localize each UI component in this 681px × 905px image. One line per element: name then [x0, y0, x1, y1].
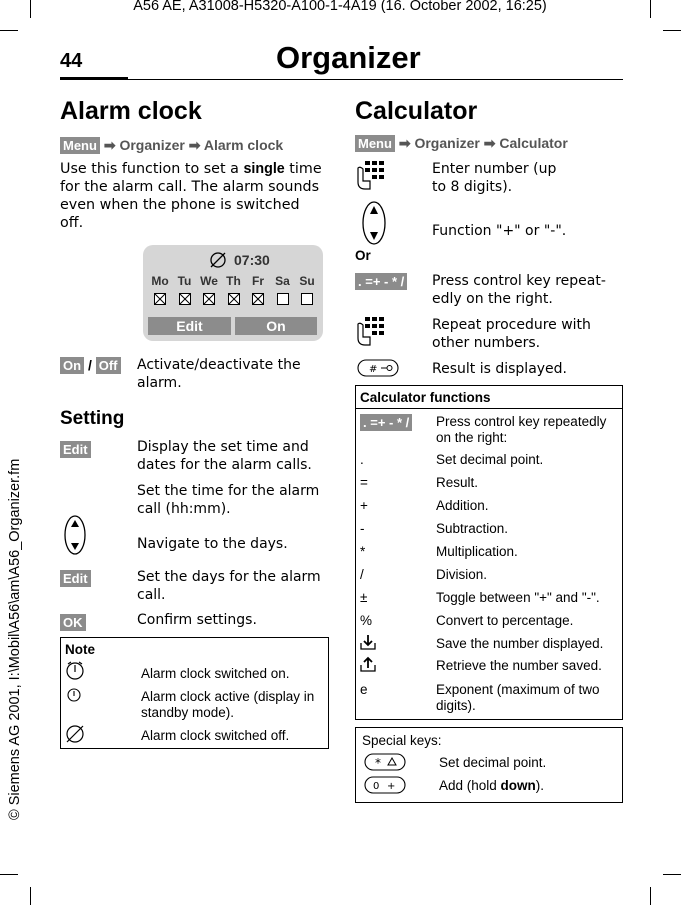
- arrow-icon: ➡: [398, 135, 411, 151]
- day-unchecked-icon[interactable]: [277, 293, 289, 305]
- navigation-key-icon: [64, 515, 86, 555]
- edit-softkey[interactable]: Edit: [60, 441, 91, 458]
- repeat-description: Repeat procedure with other numbers.: [432, 317, 591, 351]
- function-description: Multiplication.: [436, 544, 518, 559]
- keypad-icon: [355, 316, 387, 348]
- menu-softkey[interactable]: Menu: [60, 137, 100, 154]
- function-symbol: =: [360, 475, 368, 490]
- edit-days-description: Set the days for the alarm call.: [137, 569, 321, 603]
- function-description: Function "+" or "-".: [432, 223, 567, 239]
- calculator-functions-box: [355, 385, 623, 720]
- operator-softkey[interactable]: . =+ - * /: [355, 273, 407, 290]
- navigate-description: Navigate to the days.: [137, 536, 288, 552]
- alarm-intro: Use this function to set a single time for the alarm call. The alarm sounds even when the phone is switched off.: [60, 161, 322, 231]
- functions-title: Calculator functions: [360, 390, 491, 405]
- arrow-icon: ➡: [188, 137, 201, 153]
- edit-softkey[interactable]: Edit: [148, 317, 231, 335]
- on-softkey[interactable]: On: [235, 317, 317, 335]
- weekday-label: Su: [299, 274, 315, 288]
- function-description: Save the number displayed.: [436, 636, 604, 651]
- on-off-keys: On / Off: [60, 357, 121, 374]
- function-description: Subtraction.: [436, 521, 509, 536]
- save-number-icon: [360, 634, 376, 650]
- header-rule-thick: [60, 77, 128, 80]
- alarm-on-icon: [65, 661, 85, 681]
- function-description: Exponent (maximum of two digits).: [436, 682, 600, 713]
- day-checked-icon[interactable]: [179, 293, 191, 305]
- arrow-icon: ➡: [103, 137, 116, 153]
- day-checked-icon[interactable]: [252, 293, 264, 305]
- operator-softkey[interactable]: . =+ - * /: [360, 414, 412, 431]
- alarm-active-icon: [66, 687, 82, 703]
- zero-key-icon: [364, 776, 406, 794]
- weekday-label: We: [200, 274, 218, 288]
- note-row: Alarm clock active (display in standby mode).: [141, 689, 315, 720]
- on-off-description: Activate/deactivate the alarm.: [137, 357, 301, 391]
- svg-text:*: *: [375, 756, 381, 770]
- function-description: Division.: [436, 567, 488, 582]
- weekday-label: Sa: [275, 274, 290, 288]
- function-description: Set decimal point.: [436, 452, 544, 467]
- star-key-description: Set decimal point.: [439, 755, 547, 770]
- alarm-off-icon: [209, 251, 227, 269]
- breadcrumb-alarm-clock[interactable]: Alarm clock: [203, 137, 284, 153]
- edit-description: Display the set time and dates for the alarm calls.: [137, 439, 312, 473]
- alarm-off-icon: [65, 724, 85, 744]
- note-row: Alarm clock switched on.: [141, 666, 290, 681]
- set-time-description: Set the time for the alarm call (hh:mm).: [137, 483, 320, 517]
- page-number: 44: [60, 50, 83, 72]
- breadcrumb: [355, 135, 568, 152]
- function-symbol: -: [360, 521, 365, 536]
- menu-softkey[interactable]: Menu: [355, 135, 395, 152]
- note-row: Alarm clock switched off.: [141, 728, 290, 743]
- result-description: Result is displayed.: [432, 361, 568, 377]
- document-id: A56 AE, A31008-H5320-A100-1-4A19 (16. October 2002, 16:25): [133, 0, 547, 14]
- function-description: Result.: [436, 475, 479, 490]
- enter-number-description: Enter number (up to 8 digits).: [432, 161, 557, 195]
- function-symbol: %: [360, 613, 373, 628]
- page-title: Organizer: [276, 40, 421, 75]
- press-control-description: Press control key repeat-edly on the right.: [432, 273, 606, 307]
- function-symbol: e: [360, 682, 368, 697]
- alarm-time: 07:30: [234, 252, 270, 268]
- day-checked-icon[interactable]: [203, 293, 215, 305]
- breadcrumb: [60, 137, 283, 154]
- hash-key-icon: [357, 359, 399, 377]
- navigation-key-icon: [362, 201, 386, 245]
- breadcrumb-organizer[interactable]: Organizer: [414, 135, 480, 151]
- function-description: Retrieve the number saved.: [436, 658, 602, 673]
- note-title: Note: [65, 642, 95, 657]
- phone-display: [143, 245, 323, 341]
- weekday-label: Mo: [151, 274, 169, 288]
- function-symbol: .: [360, 452, 364, 467]
- keypad-icon: [355, 160, 387, 192]
- setting-heading: Setting: [60, 408, 125, 429]
- weekday-label: Th: [226, 274, 241, 288]
- day-checked-icon[interactable]: [154, 293, 166, 305]
- day-checked-icon[interactable]: [228, 293, 240, 305]
- header-rule: [128, 79, 623, 80]
- softkey-description: Press control key repeatedly on the right:: [436, 414, 607, 445]
- edit-softkey[interactable]: Edit: [60, 570, 91, 587]
- weekday-label: Tu: [177, 274, 192, 288]
- retrieve-number-icon: [360, 656, 376, 672]
- ok-softkey[interactable]: OK: [60, 614, 86, 631]
- on-softkey[interactable]: On: [60, 357, 84, 374]
- function-symbol: /: [360, 567, 364, 582]
- svg-text:+: +: [387, 781, 396, 792]
- svg-text:#: #: [369, 364, 378, 375]
- function-description: Toggle between "+" and "-".: [436, 590, 600, 605]
- breadcrumb-calculator[interactable]: Calculator: [499, 135, 568, 151]
- special-keys-title: Special keys:: [362, 733, 442, 748]
- alarm-title: Alarm clock: [60, 97, 202, 125]
- special-keys-box: [355, 727, 623, 803]
- note-box: [60, 637, 329, 749]
- function-symbol: +: [360, 498, 368, 513]
- function-description: Convert to percentage.: [436, 613, 574, 628]
- calculator-title: Calculator: [355, 97, 478, 125]
- ok-description: Confirm settings.: [137, 612, 257, 628]
- star-key-icon: [364, 753, 406, 771]
- weekday-label: Fr: [252, 274, 264, 288]
- svg-text:0: 0: [373, 781, 380, 792]
- day-unchecked-icon[interactable]: [301, 293, 313, 305]
- off-softkey[interactable]: Off: [96, 357, 121, 374]
- zero-key-description: Add (hold down).: [439, 778, 545, 793]
- arrow-icon: ➡: [483, 135, 496, 151]
- or-label: Or: [355, 248, 371, 263]
- function-symbol: ±: [360, 590, 368, 605]
- side-file-path: © Siemens AG 2001, I:\Mobil\A56\am\A56_Organizer.fm: [7, 458, 23, 820]
- function-symbol: *: [360, 544, 366, 559]
- breadcrumb-organizer[interactable]: Organizer: [119, 137, 185, 153]
- function-description: Addition.: [436, 498, 489, 513]
